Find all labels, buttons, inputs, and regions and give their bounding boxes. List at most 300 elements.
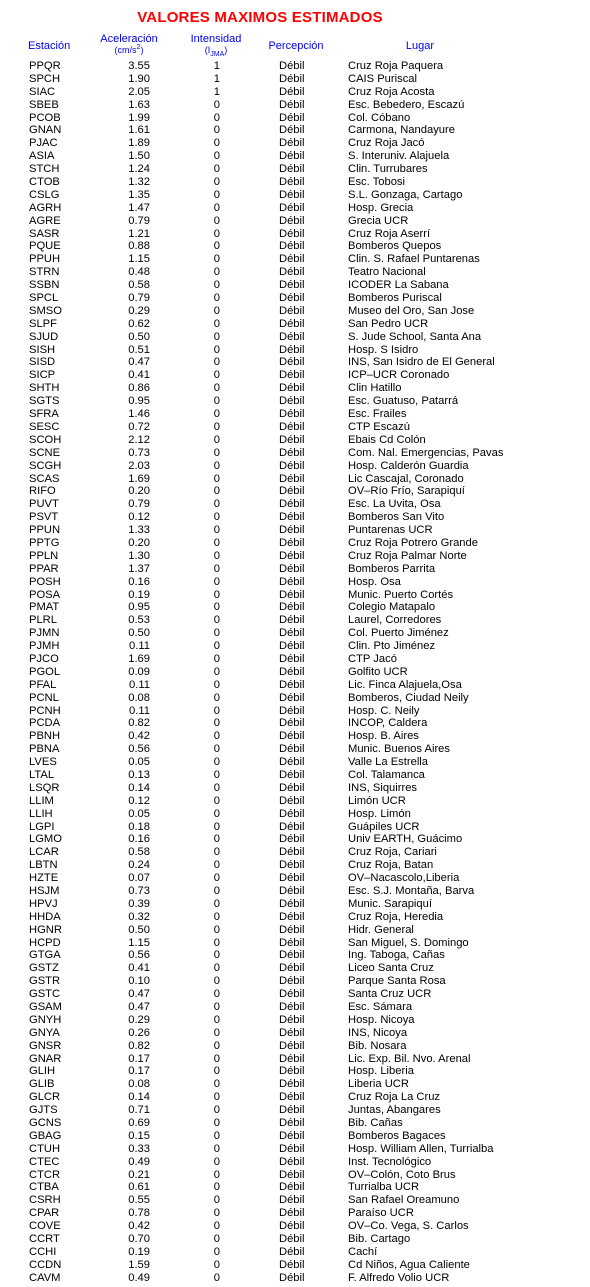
table-row [0, 112, 590, 125]
perception-value: Débil [279, 601, 305, 614]
acceleration-value: 1.59 [128, 1258, 150, 1271]
station-code: GLIB [29, 1078, 55, 1091]
station-code: AGRH [29, 201, 62, 214]
intensity-value: 0 [213, 1207, 220, 1220]
location-name: Teatro Nacional [348, 266, 426, 279]
intensity-value: 0 [213, 214, 220, 227]
acceleration-value: 0.11 [129, 704, 150, 717]
location-name: Hosp. Limón [348, 807, 411, 820]
table-row [0, 679, 590, 692]
station-code: STRN [29, 266, 60, 279]
perception-value: Débil [279, 820, 305, 833]
intensity-value: 0 [213, 678, 220, 691]
table-row [0, 988, 590, 1001]
perception-value: Débil [279, 240, 305, 253]
acceleration-value: 0.86 [128, 382, 150, 395]
station-code: LCAR [29, 846, 59, 859]
station-code: GNAN [29, 124, 62, 137]
perception-value: Débil [279, 150, 305, 163]
intensity-value: 0 [213, 575, 220, 588]
header-percepcion: Percepción [268, 40, 324, 52]
acceleration-value: 0.20 [128, 485, 150, 498]
location-name: CTP Escazú [348, 420, 410, 433]
location-name: Esc. Guatuso, Patarrá [348, 395, 459, 408]
table-row [0, 485, 590, 498]
location-name: Cruz Roja Jacó [348, 137, 425, 150]
table-row [0, 1091, 590, 1104]
acceleration-value: 0.82 [128, 717, 150, 730]
station-code: SJUD [29, 330, 59, 343]
table-row [0, 1169, 590, 1182]
acceleration-value: 0.20 [128, 536, 150, 549]
perception-value: Débil [279, 227, 305, 240]
table-row [0, 975, 590, 988]
table-row [0, 1065, 590, 1078]
location-name: Bomberos Quepos [348, 240, 442, 253]
perception-value: Débil [279, 588, 305, 601]
location-name: Cruz Roja Palmar Norte [348, 549, 467, 562]
station-code: PCOB [29, 111, 61, 124]
location-name: Cd Niños, Agua Caliente [348, 1258, 470, 1271]
station-code: PJAC [29, 137, 58, 150]
perception-value: Débil [279, 627, 305, 640]
table-row [0, 949, 590, 962]
acceleration-value: 0.50 [128, 330, 150, 343]
location-name: Esc. Bebedero, Escazú [348, 98, 465, 111]
station-code: SICP [29, 369, 56, 382]
intensity-value: 0 [213, 253, 220, 266]
acceleration-value: 1.50 [128, 150, 150, 163]
intensity-value: 0 [213, 511, 220, 524]
station-code: CTUH [29, 1142, 61, 1155]
perception-value: Débil [279, 395, 305, 408]
perception-value: Débil [279, 408, 305, 421]
perception-value: Débil [279, 111, 305, 124]
perception-value: Débil [279, 446, 305, 459]
intensity-value: 0 [213, 1271, 220, 1284]
acceleration-value: 0.15 [128, 1129, 150, 1142]
acceleration-value: 1.89 [128, 137, 150, 150]
table-row [0, 640, 590, 653]
location-name: Grecia UCR [348, 214, 409, 227]
station-code: PJCO [29, 652, 59, 665]
table-row [0, 189, 590, 202]
table-row [0, 1181, 590, 1194]
station-code: CAVM [29, 1271, 61, 1284]
intensity-value: 0 [213, 807, 220, 820]
station-code: CSLG [29, 188, 60, 201]
station-code: SFRA [29, 408, 59, 421]
location-name: Hosp. William Allen, Turrialba [348, 1142, 494, 1155]
location-name: Cruz Roja, Heredia [348, 910, 444, 923]
acceleration-value: 1.99 [128, 111, 150, 124]
header-aceleracion-label: Aceleración [100, 33, 158, 45]
intensity-value: 0 [213, 1104, 220, 1117]
perception-value: Débil [279, 72, 305, 85]
perception-value: Débil [279, 549, 305, 562]
station-code: PCDA [29, 717, 61, 730]
location-name: Cruz Roja Potrero Grande [348, 536, 478, 549]
perception-value: Débil [279, 652, 305, 665]
perception-value: Débil [279, 369, 305, 382]
table-row [0, 176, 590, 189]
acceleration-value: 0.69 [128, 1117, 150, 1130]
perception-value: Débil [279, 962, 305, 975]
station-code: PPUN [29, 524, 61, 537]
perception-value: Débil [279, 1091, 305, 1104]
acceleration-value: 0.18 [128, 820, 150, 833]
acceleration-value: 1.69 [128, 472, 150, 485]
intensity-value: 0 [213, 872, 220, 885]
location-name: Hosp. S Isidro [348, 343, 419, 356]
station-code: PJMN [29, 627, 60, 640]
station-code: SGTS [29, 395, 60, 408]
table-row [0, 563, 590, 576]
acceleration-value: 0.50 [128, 923, 150, 936]
station-code: HHDA [29, 910, 61, 923]
perception-value: Débil [279, 304, 305, 317]
acceleration-value: 0.82 [128, 1039, 150, 1052]
table-row [0, 872, 590, 885]
table-row [0, 1027, 590, 1040]
intensity-value: 0 [213, 1258, 220, 1271]
station-code: GSAM [29, 1001, 62, 1014]
table-row [0, 1259, 590, 1272]
acceleration-value: 2.12 [128, 433, 150, 446]
acceleration-value: 0.33 [128, 1142, 150, 1155]
acceleration-value: 0.47 [128, 356, 150, 369]
location-name: Cruz Roja La Cruz [348, 1091, 441, 1104]
location-name: Univ EARTH, Guácimo [348, 833, 463, 846]
perception-value: Débil [279, 266, 305, 279]
acceleration-value: 0.53 [128, 614, 150, 627]
location-name: Col. Cóbano [348, 111, 411, 124]
station-code: CPAR [29, 1207, 60, 1220]
acceleration-value: 2.03 [128, 459, 150, 472]
intensity-value: 1 [213, 60, 220, 72]
location-name: OV–Colón, Coto Brus [348, 1168, 456, 1181]
acceleration-value: 3.55 [128, 60, 150, 72]
intensity-value: 0 [213, 150, 220, 163]
station-code: GBAG [29, 1129, 62, 1142]
station-code: LBTN [29, 859, 58, 872]
perception-value: Débil [279, 253, 305, 266]
intensity-value: 0 [213, 1220, 220, 1233]
intensity-value: 0 [213, 781, 220, 794]
table-row [0, 537, 590, 550]
acceleration-value: 0.19 [128, 588, 150, 601]
location-name: CAIS Puriscal [348, 72, 418, 85]
location-name: Cruz Roja Aserrí [348, 227, 431, 240]
station-code: CSRH [29, 1194, 61, 1207]
acceleration-value: 1.63 [128, 98, 150, 111]
table-row [0, 808, 590, 821]
station-code: CTOB [29, 176, 60, 189]
acceleration-value: 0.11 [129, 640, 150, 653]
intensity-value: 0 [213, 1194, 220, 1207]
station-code: PLRL [29, 614, 57, 627]
table-row [0, 1130, 590, 1143]
intensity-value: 0 [213, 743, 220, 756]
station-code: RIFO [29, 485, 56, 498]
acceleration-value: 0.71 [128, 1104, 150, 1117]
station-code: PPLN [29, 549, 59, 562]
table-row [0, 498, 590, 511]
station-code: GCNS [29, 1117, 62, 1130]
location-name: Esc. La Uvita, Osa [348, 498, 441, 511]
perception-value: Débil [279, 188, 305, 201]
acceleration-value: 0.49 [128, 1271, 150, 1284]
location-name: Bomberos, Ciudad Neily [348, 691, 469, 704]
location-name: Clin Hatillo [348, 382, 402, 395]
perception-value: Débil [279, 1245, 305, 1258]
table-row [0, 1233, 590, 1246]
station-code: PSVT [29, 511, 59, 524]
table-row [0, 1143, 590, 1156]
station-code: PPAR [29, 562, 59, 575]
perception-value: Débil [279, 137, 305, 150]
intensity-value: 0 [213, 988, 220, 1001]
intensity-value: 0 [213, 923, 220, 936]
perception-value: Débil [279, 1052, 305, 1065]
acceleration-value: 0.29 [128, 1013, 150, 1026]
acceleration-value: 0.41 [128, 962, 150, 975]
location-name: INS, Nicoya [348, 1026, 408, 1039]
perception-value: Débil [279, 768, 305, 781]
table-row [0, 228, 590, 241]
intensity-value: 0 [213, 176, 220, 189]
location-name: Carmona, Nandayure [348, 124, 455, 137]
location-name: Hosp. B. Aires [348, 730, 419, 743]
table-row [0, 73, 590, 86]
intensity-value: 0 [213, 188, 220, 201]
station-code: PMAT [29, 601, 60, 614]
acceleration-value: 0.12 [128, 511, 150, 524]
location-name: Golfito UCR [348, 665, 408, 678]
header-intensidad [186, 33, 246, 58]
station-code: LTAL [29, 768, 55, 781]
intensity-value: 0 [213, 1052, 220, 1065]
perception-value: Débil [279, 975, 305, 988]
station-code: GJTS [29, 1104, 58, 1117]
perception-value: Débil [279, 85, 305, 98]
intensity-value: 0 [213, 137, 220, 150]
intensity-value: 0 [213, 820, 220, 833]
intensity-value: 0 [213, 163, 220, 176]
location-name: Turrialba UCR [348, 1181, 420, 1194]
acceleration-value: 1.33 [128, 524, 150, 537]
intensity-value: 0 [213, 536, 220, 549]
header-lugar: Lugar [405, 40, 435, 52]
intensity-value: 0 [213, 910, 220, 923]
station-code: SCOH [29, 433, 62, 446]
table-row [0, 576, 590, 589]
acceleration-value: 0.95 [128, 395, 150, 408]
table-row [0, 589, 590, 602]
intensity-value: 0 [213, 1129, 220, 1142]
acceleration-value: 1.30 [128, 549, 150, 562]
location-name: Col. Talamanca [348, 768, 425, 781]
location-name: Col. Puerto Jiménez [348, 627, 449, 640]
perception-value: Débil [279, 846, 305, 859]
acceleration-value: 0.05 [128, 807, 150, 820]
perception-value: Débil [279, 1104, 305, 1117]
perception-value: Débil [279, 575, 305, 588]
perception-value: Débil [279, 1001, 305, 1014]
location-name: Bomberos Puriscal [348, 292, 442, 305]
location-name: Laurel, Corredores [348, 614, 442, 627]
location-name: Esc. Tobosi [348, 176, 406, 189]
location-name: Limón UCR [348, 794, 406, 807]
station-code: PCNL [29, 691, 59, 704]
intensity-value: 0 [213, 382, 220, 395]
page-title: VALORES MAXIMOS ESTIMADOS [137, 9, 383, 26]
location-name: Com. Nal. Emergencias, Pavas [348, 446, 504, 459]
intensity-value: 0 [213, 1026, 220, 1039]
station-code: SESC [29, 420, 60, 433]
table-row [0, 859, 590, 872]
perception-value: Débil [279, 1142, 305, 1155]
station-code: GSTC [29, 988, 61, 1001]
station-code: CTBA [29, 1181, 59, 1194]
station-code: SISD [29, 356, 56, 369]
acceleration-value: 0.79 [128, 214, 150, 227]
table-row [0, 705, 590, 718]
station-code: GLIH [29, 1065, 56, 1078]
location-name: Lic. Finca Alajuela,Osa [348, 678, 462, 691]
table-row [0, 627, 590, 640]
table-row [0, 821, 590, 834]
acceleration-value: 0.47 [128, 988, 150, 1001]
table-row [0, 1246, 590, 1259]
table-row [0, 743, 590, 756]
acceleration-value: 1.37 [128, 562, 150, 575]
intensity-value: 0 [213, 562, 220, 575]
perception-value: Débil [279, 1039, 305, 1052]
intensity-value: 0 [213, 897, 220, 910]
location-name: Puntarenas UCR [348, 524, 433, 537]
station-code: GNYH [29, 1013, 62, 1026]
station-code: HGNR [29, 923, 62, 936]
location-name: INCOP, Caldera [348, 717, 428, 730]
table-row [0, 86, 590, 99]
station-code: PPTG [29, 536, 60, 549]
perception-value: Débil [279, 356, 305, 369]
station-code: SBEB [29, 98, 59, 111]
location-name: Colegio Matapalo [348, 601, 436, 614]
perception-value: Débil [279, 936, 305, 949]
location-name: S. Jude School, Santa Ana [348, 330, 482, 343]
location-name: Munic. Sarapiquí [348, 897, 432, 910]
intensity-value: 0 [213, 420, 220, 433]
table-row [0, 369, 590, 382]
intensity-value: 0 [213, 408, 220, 421]
station-code: PUVT [29, 498, 59, 511]
table-row [0, 1194, 590, 1207]
table-row [0, 266, 590, 279]
acceleration-value: 0.58 [128, 279, 150, 292]
perception-value: Débil [279, 859, 305, 872]
station-code: SMSO [29, 304, 62, 317]
table-row [0, 215, 590, 228]
perception-value: Débil [279, 459, 305, 472]
perception-value: Débil [279, 949, 305, 962]
location-name: Guápiles UCR [348, 820, 420, 833]
perception-value: Débil [279, 536, 305, 549]
table-row [0, 124, 590, 137]
perception-value: Débil [279, 781, 305, 794]
station-code: CTCR [29, 1168, 61, 1181]
intensity-value: 0 [213, 433, 220, 446]
perception-value: Débil [279, 382, 305, 395]
perception-value: Débil [279, 678, 305, 691]
acceleration-value: 0.16 [128, 833, 150, 846]
intensity-value: 0 [213, 768, 220, 781]
location-name: Cruz Roja, Cariari [348, 846, 437, 859]
perception-value: Débil [279, 665, 305, 678]
acceleration-value: 0.13 [128, 768, 150, 781]
perception-value: Débil [279, 614, 305, 627]
acceleration-value: 0.78 [128, 1207, 150, 1220]
station-code: PGOL [29, 665, 61, 678]
station-code: SPCH [29, 72, 61, 85]
header-aceleracion-unit: $(cm/s^2)$ [114, 44, 144, 55]
perception-value: Débil [279, 124, 305, 137]
header-intensidad-unit: $(I_{JMA})$ [204, 45, 228, 58]
table-row [0, 756, 590, 769]
table-row [0, 1272, 590, 1285]
acceleration-value: 1.61 [128, 124, 150, 137]
station-code: SASR [29, 227, 60, 240]
table-row [0, 1001, 590, 1014]
perception-value: Débil [279, 343, 305, 356]
location-name: Cruz Roja Paquera [348, 60, 444, 72]
intensity-value: 0 [213, 756, 220, 769]
table-row [0, 885, 590, 898]
perception-value: Débil [279, 1117, 305, 1130]
table-row [0, 601, 590, 614]
station-code: GSTZ [29, 962, 59, 975]
station-code: AGRE [29, 214, 61, 227]
acceleration-value: 0.24 [128, 859, 150, 872]
station-code: SSBN [29, 279, 60, 292]
acceleration-value: 0.09 [128, 665, 150, 678]
table-row [0, 511, 590, 524]
table-row [0, 653, 590, 666]
location-name: INS, San Isidro de El General [348, 356, 495, 369]
intensity-value: 0 [213, 549, 220, 562]
table-row [0, 60, 590, 73]
acceleration-value: 2.05 [128, 85, 150, 98]
intensity-value: 0 [213, 846, 220, 859]
location-name: Hosp. Nicoya [348, 1013, 415, 1026]
perception-value: Débil [279, 1155, 305, 1168]
station-code: PQUE [29, 240, 61, 253]
table-row [0, 240, 590, 253]
intensity-value: 0 [213, 794, 220, 807]
acceleration-value: 0.17 [128, 1052, 150, 1065]
acceleration-value: 0.17 [128, 1065, 150, 1078]
table-row [0, 614, 590, 627]
intensity-value: 0 [213, 949, 220, 962]
intensity-value: 0 [213, 1168, 220, 1181]
location-name: Cruz Roja Acosta [348, 85, 435, 98]
location-name: Hidr. General [348, 923, 414, 936]
table-row [0, 292, 590, 305]
intensity-value: 0 [213, 356, 220, 369]
table-row [0, 769, 590, 782]
intensity-value: 0 [213, 704, 220, 717]
